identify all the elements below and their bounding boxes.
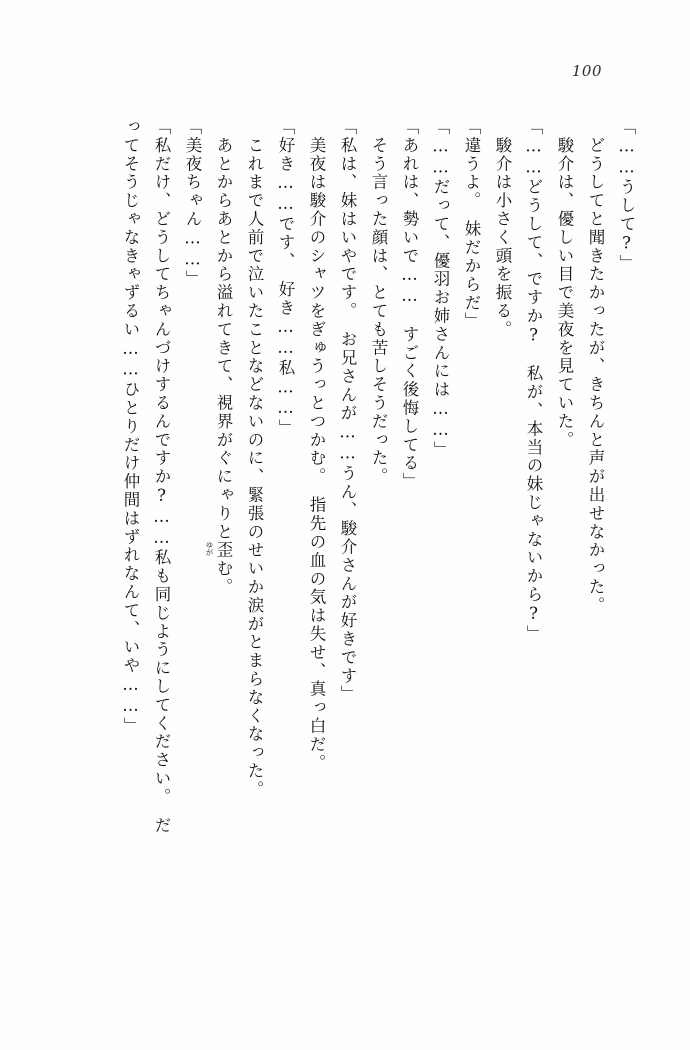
text-line: そう言った顔は、とても苦しそうだった。 <box>369 118 388 486</box>
text-line: 「美夜ちゃん……」 <box>183 118 202 289</box>
text-line: 「私だけ、どうしてちゃんづけするんですか?……私も同じようにしてください。 だ <box>152 118 171 835</box>
text-line: 駿介は小さく頭を振る。 <box>493 118 512 339</box>
text-line: あとからあとから溢れてきて、視界がぐにゃりと歪 ゆが む。 <box>205 118 233 597</box>
text-line: 「……うして?」 <box>617 118 636 273</box>
ruby-annotation: 歪 ゆが <box>205 541 233 560</box>
text-line: 美夜は駿介のシャツをぎゅうっとつかむ。 指先の血の気は失せ、真っ白だ。 <box>307 118 326 773</box>
text-line: 「あれは、勢いで…… すごく後悔してる」 <box>400 118 419 491</box>
text-line: 駿介は、優しい目で美夜を見ていた。 <box>555 118 574 450</box>
page-number: 100 <box>571 62 602 80</box>
text-line: 「……だって、優羽お姉さんには……」 <box>431 118 450 460</box>
text-line: これまで人前で泣いたことなどないのに、緊張のせいか涙がとまらなくなった。 <box>245 118 264 799</box>
text-line: 「私は、妹はいやです。 お兄さんが……うん、駿介さんが好きです」 <box>338 118 357 704</box>
text-line: 「……どうして、ですか? 私が、本当の妹じゃないから?」 <box>524 118 543 644</box>
text-line: どうしてと聞きたかったが、きちんと声が出せなかった。 <box>586 118 605 615</box>
text-line: 「違うよ。 妹だからだ」 <box>462 118 481 331</box>
text-line: ってそうじゃなきゃずるい……ひとりだけ仲間はずれなんて、いや……」 <box>121 118 140 736</box>
vertical-text-body <box>56 118 634 878</box>
text-line: 「好き……です、 好き……私……」 <box>276 118 295 438</box>
